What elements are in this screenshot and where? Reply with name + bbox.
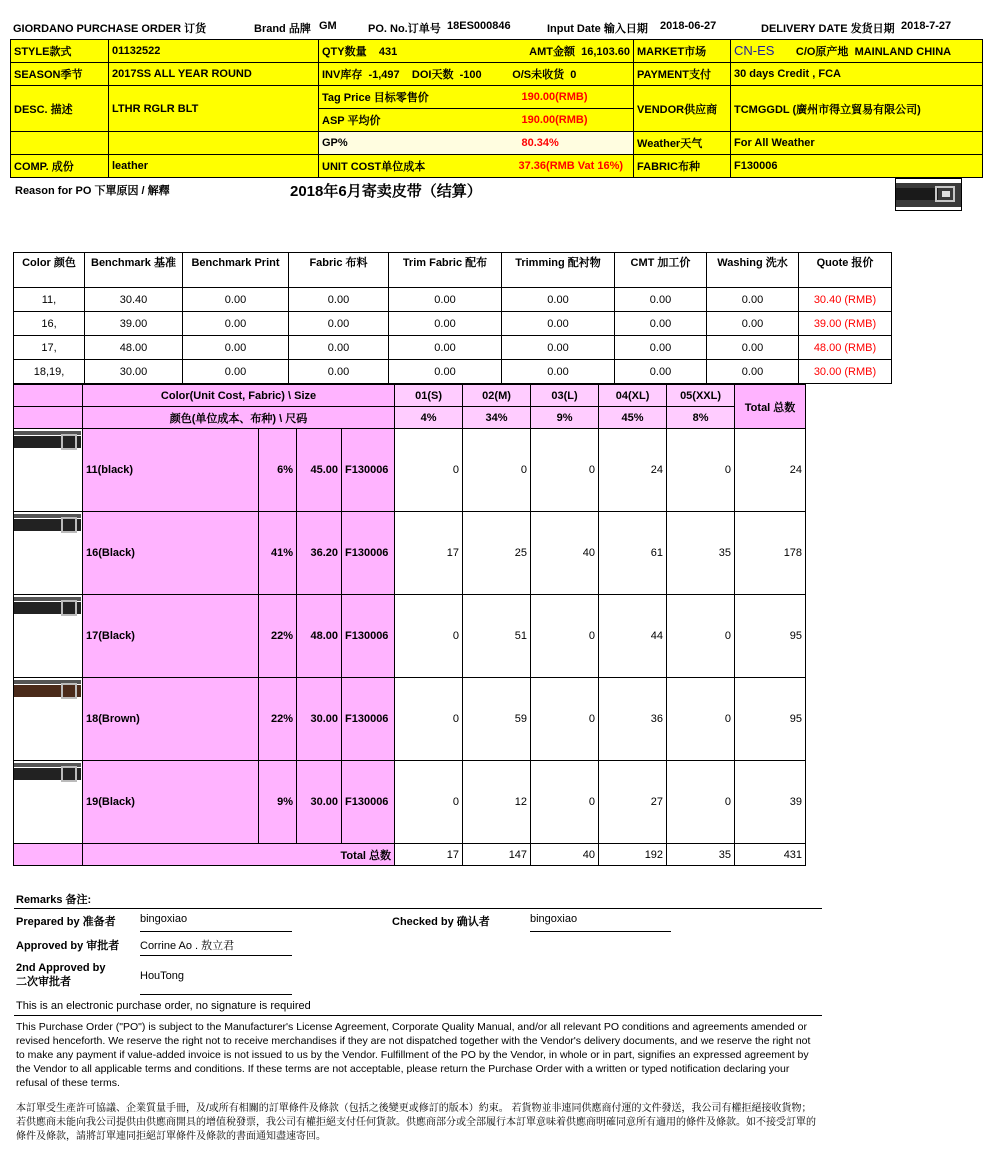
color-name: 17(Black): [83, 595, 259, 678]
table-row: [14, 761, 806, 844]
size-total: 147: [463, 844, 531, 866]
second-approved-label-cn: 二次审批者: [16, 976, 71, 988]
size-quantity-table: [13, 384, 806, 866]
terms-chinese: 本訂單受生產許可協議、企業質量手冊，及/或所有相關的訂單條件及條款（包括之後變更或修訂的版本）約束。 若貨物並非連同供應商付運的文件發送，我公司有權拒絕接收貨物；若供應商未能向我公司提供由供應商開具的增值稅發票，我公司有權拒絕支付任何貨款。供應商部分或全部履行本訂單意味着供應商明確同意所有適用的條件及條款。如不接受訂單的條件及條款，請將訂單連同拒絕訂單條件及條款的書面通知盡速寄回。: [16, 1103, 816, 1142]
size-qty: 40: [531, 512, 599, 595]
cost-value: 0.00: [615, 336, 707, 360]
cost-value: 0.00: [502, 360, 615, 384]
blank-cell: [14, 844, 83, 866]
desc-label: DESC. 描述: [11, 86, 109, 132]
size-header-cn: 颜色(单位成本、布种) \ 尺码: [83, 407, 395, 429]
color-name: 11(black): [83, 429, 259, 512]
fabric-value: F130006: [731, 155, 983, 178]
table-row: [14, 288, 892, 312]
size-qty: 0: [395, 595, 463, 678]
size-name: 01(S): [395, 385, 463, 407]
market-label: MARKET市场: [634, 40, 731, 63]
color-pct: 22%: [259, 678, 297, 761]
unit-cost: 48.00: [297, 595, 342, 678]
belt-image-icon: [14, 678, 81, 708]
po-number: 18ES000846: [447, 20, 511, 32]
cost-table-header: [14, 253, 892, 288]
unit-cost: 36.20: [297, 512, 342, 595]
size-qty: 24: [599, 429, 667, 512]
quote-value: 39.00 (RMB): [799, 312, 892, 336]
unit-cost-value: 37.36(RMB Vat 16%): [519, 155, 634, 178]
table-row: [14, 429, 806, 512]
size-qty: 36: [599, 678, 667, 761]
cost-value: 30.00: [85, 360, 183, 384]
size-qty: 0: [531, 761, 599, 844]
cost-col-header: Quote 报价: [799, 253, 892, 288]
color-code: 11,: [14, 288, 85, 312]
input-date: 2018-06-27: [660, 20, 717, 32]
size-qty: 59: [463, 678, 531, 761]
cost-value: 0.00: [615, 288, 707, 312]
table-row: [14, 512, 806, 595]
belt-image-icon: [14, 429, 81, 459]
size-total: 35: [667, 844, 735, 866]
cost-value: 0.00: [389, 312, 502, 336]
asp-value: 190.00(RMB): [519, 109, 634, 132]
qty-label: QTY数量: [322, 46, 367, 58]
quote-value: 30.00 (RMB): [799, 360, 892, 384]
payment-value: 30 days Credit , FCA: [731, 63, 983, 86]
size-qty: 51: [463, 595, 531, 678]
row-total: 178: [735, 512, 806, 595]
quote-value: 48.00 (RMB): [799, 336, 892, 360]
row-total: 95: [735, 595, 806, 678]
belt-image-icon: [14, 595, 81, 625]
table-row: [14, 360, 892, 384]
cost-col-header: Benchmark 基准: [85, 253, 183, 288]
size-name: 05(XXL): [667, 385, 735, 407]
weather-value: For All Weather: [731, 132, 983, 155]
color-pct: 41%: [259, 512, 297, 595]
color-thumbnail: [14, 595, 83, 678]
cost-col-header: CMT 加工价: [615, 253, 707, 288]
size-qty: 0: [463, 429, 531, 512]
origin-value: MAINLAND CHINA: [854, 46, 952, 58]
color-thumbnail: [14, 429, 83, 512]
payment-label: PAYMENT支付: [634, 63, 731, 86]
prepared-by-value: bingoxiao: [140, 913, 292, 932]
market-value: CN-ES: [734, 43, 775, 58]
total-header: Total 总数: [735, 385, 806, 429]
size-qty: 0: [667, 429, 735, 512]
inv-value: -1,497: [368, 69, 400, 81]
input-date-label: Input Date 输入日期: [547, 23, 648, 35]
color-name: 18(Brown): [83, 678, 259, 761]
checked-by-value: bingoxiao: [530, 913, 671, 932]
reason-text: 2018年6月寄卖皮带（结算）: [290, 183, 482, 200]
table-row: [14, 312, 892, 336]
os-value: 0: [570, 69, 577, 81]
vendor-label: VENDOR供应商: [634, 86, 731, 132]
gp-value: 80.34%: [519, 132, 634, 155]
size-qty: 0: [531, 429, 599, 512]
row-total: 39: [735, 761, 806, 844]
unit-cost-label: UNIT COST单位成本: [319, 155, 519, 178]
cost-col-header: Color 颜色: [14, 253, 85, 288]
belt-thumbnail: [895, 178, 962, 211]
table-row: [14, 678, 806, 761]
color-thumbnail: [14, 678, 83, 761]
size-qty: 0: [531, 678, 599, 761]
checked-by-label: Checked by 确认者: [392, 916, 490, 928]
asp-label: ASP 平均价: [319, 109, 519, 132]
size-pct: 8%: [667, 407, 735, 429]
color-code: 17,: [14, 336, 85, 360]
cost-value: 0.00: [615, 360, 707, 384]
cost-value: 0.00: [289, 336, 389, 360]
tag-price-label: Tag Price 目标零售价: [319, 86, 519, 109]
divider: [14, 1015, 822, 1016]
fabric-code: F130006: [342, 678, 395, 761]
cost-col-header: Trim Fabric 配布: [389, 253, 502, 288]
fabric-code: F130006: [342, 595, 395, 678]
cost-value: 0.00: [502, 312, 615, 336]
cost-value: 0.00: [289, 288, 389, 312]
color-pct: 9%: [259, 761, 297, 844]
row-total: 95: [735, 678, 806, 761]
color-code: 16,: [14, 312, 85, 336]
size-qty: 0: [667, 595, 735, 678]
cost-value: 0.00: [502, 288, 615, 312]
qty-value: 431: [378, 46, 398, 58]
doi-value: -100: [459, 69, 482, 81]
os-label: O/S未收货: [512, 69, 565, 81]
cost-value: 0.00: [615, 312, 707, 336]
size-total: 17: [395, 844, 463, 866]
size-qty: 0: [395, 761, 463, 844]
size-qty: 0: [667, 761, 735, 844]
belt-image-icon: [14, 761, 81, 791]
divider: [14, 908, 822, 909]
gp-label: GP%: [319, 132, 519, 155]
totals-label: Total 总数: [83, 844, 395, 866]
cost-value: 0.00: [707, 312, 799, 336]
size-total: 192: [599, 844, 667, 866]
amt-value: 16,103.60: [581, 46, 631, 58]
inv-label: INV库存: [322, 69, 363, 81]
size-pct: 9%: [531, 407, 599, 429]
cost-value: 0.00: [183, 312, 289, 336]
size-pct: 45%: [599, 407, 667, 429]
size-qty: 0: [395, 678, 463, 761]
cost-col-header: Trimming 配衬物: [502, 253, 615, 288]
size-name: 04(XL): [599, 385, 667, 407]
totals-row: [14, 844, 806, 866]
origin-label: C/O原产地: [795, 46, 849, 58]
cost-col-header: Fabric 布料: [289, 253, 389, 288]
cost-value: 0.00: [707, 288, 799, 312]
row-total: 24: [735, 429, 806, 512]
fabric-code: F130006: [342, 761, 395, 844]
size-qty: 44: [599, 595, 667, 678]
cost-value: 0.00: [183, 288, 289, 312]
reason-label: Reason for PO 下單原因 / 解釋: [15, 185, 170, 197]
table-row: [14, 336, 892, 360]
size-qty: 35: [667, 512, 735, 595]
tag-price-value: 190.00(RMB): [519, 86, 634, 109]
cost-value: 0.00: [707, 360, 799, 384]
delivery-date: 2018-7-27: [901, 20, 952, 32]
cost-value: 0.00: [183, 336, 289, 360]
desc-value: LTHR RGLR BLT: [109, 86, 319, 132]
cost-breakdown-table: [13, 252, 892, 384]
quote-value: 30.40 (RMB): [799, 288, 892, 312]
unit-cost: 30.00: [297, 678, 342, 761]
season-value: 2017SS ALL YEAR ROUND: [109, 63, 319, 86]
remarks-label: Remarks 备注:: [16, 894, 92, 906]
terms-english: This Purchase Order ("PO") is subject to the Manufacturer's License Agreement, Corporate Quality Manual, and/or all relevant PO conditions and agreements amended or revised henceforth. We reserve the right not to receive merchandises if they are not dispatched together with the Vendor's delivery documents, and we reserve the right not to make any payment if value-added invoice is not issued to us by the Vendor. Fulfillment of the PO by the Vendor, in whole or in part, signifies an expressed agreement by the Vendor to all applicable terms and conditions. If these terms are not acceptable, please return the Purchase Order with a written or typed notification declaring your refusal of these terms.: [16, 1021, 811, 1089]
size-qty: 0: [667, 678, 735, 761]
cost-value: 0.00: [707, 336, 799, 360]
size-qty: 0: [395, 429, 463, 512]
unit-cost: 45.00: [297, 429, 342, 512]
size-qty: 27: [599, 761, 667, 844]
po-info-block: [10, 39, 983, 178]
second-approved-value: HouTong: [140, 970, 292, 995]
size-header-en: Color(Unit Cost, Fabric) \ Size: [83, 385, 395, 407]
amt-label: AMT金额: [529, 46, 575, 58]
fabric-label: FABRIC布种: [634, 155, 731, 178]
doi-label: DOI天数: [411, 69, 454, 81]
approved-by-value: Corrine Ao . 敖立君: [140, 937, 292, 956]
size-qty: 0: [531, 595, 599, 678]
vendor-value: TCMGGDL (廣州市得立貿易有限公司): [731, 86, 983, 132]
cost-value: 30.40: [85, 288, 183, 312]
cost-value: 0.00: [183, 360, 289, 384]
approved-by-label: Approved by 审批者: [16, 940, 120, 952]
cost-col-header: Benchmark Print: [183, 253, 289, 288]
color-thumbnail: [14, 761, 83, 844]
cost-value: 0.00: [389, 336, 502, 360]
comp-label: COMP. 成份: [11, 155, 109, 178]
cost-value: 48.00: [85, 336, 183, 360]
size-qty: 61: [599, 512, 667, 595]
brand-label: Brand 品牌: [254, 23, 311, 35]
color-name: 16(Black): [83, 512, 259, 595]
fabric-code: F130006: [342, 429, 395, 512]
table-row: [14, 595, 806, 678]
po-number-label: PO. No.订单号: [368, 23, 441, 35]
size-pct: 4%: [395, 407, 463, 429]
grand-total: 431: [735, 844, 806, 866]
cost-value: 0.00: [502, 336, 615, 360]
cost-col-header: Washing 洗水: [707, 253, 799, 288]
belt-image-icon: [14, 512, 81, 542]
size-name: 03(L): [531, 385, 599, 407]
second-approved-label: 2nd Approved by: [16, 962, 106, 974]
color-thumbnail: [14, 512, 83, 595]
cost-value: 0.00: [389, 360, 502, 384]
size-total: 40: [531, 844, 599, 866]
prepared-by-label: Prepared by 准备者: [16, 916, 116, 928]
fabric-code: F130006: [342, 512, 395, 595]
size-name: 02(M): [463, 385, 531, 407]
unit-cost: 30.00: [297, 761, 342, 844]
po-title: GIORDANO PURCHASE ORDER 订货: [13, 23, 207, 35]
belt-image-icon: [896, 179, 961, 210]
electronic-note: This is an electronic purchase order, no signature is required: [16, 1000, 311, 1012]
comp-value: leather: [109, 155, 319, 178]
size-pct: 34%: [463, 407, 531, 429]
color-code: 18,19,: [14, 360, 85, 384]
size-qty: 12: [463, 761, 531, 844]
size-qty: 17: [395, 512, 463, 595]
brand-value: GM: [319, 20, 337, 32]
cost-value: 39.00: [85, 312, 183, 336]
season-label: SEASON季节: [11, 63, 109, 86]
color-name: 19(Black): [83, 761, 259, 844]
size-qty: 25: [463, 512, 531, 595]
style-value: 01132522: [109, 40, 319, 63]
color-pct: 22%: [259, 595, 297, 678]
style-label: STYLE款式: [11, 40, 109, 63]
weather-label: Weather天气: [634, 132, 731, 155]
delivery-date-label: DELIVERY DATE 发货日期: [761, 23, 895, 35]
cost-value: 0.00: [289, 360, 389, 384]
cost-value: 0.00: [389, 288, 502, 312]
cost-value: 0.00: [289, 312, 389, 336]
color-pct: 6%: [259, 429, 297, 512]
